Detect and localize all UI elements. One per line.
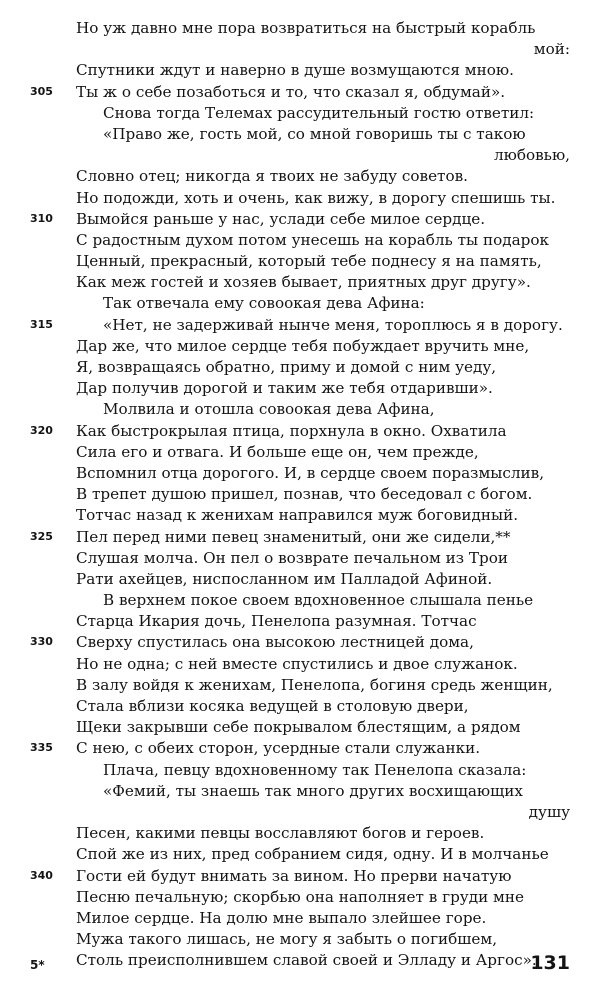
verse-text: Словно отец; никогда я твоих не забуду советов.: [76, 167, 468, 186]
verse-text: С нею, с обеих сторон, усердные стали служанки.: [76, 739, 481, 758]
verse-line: [0, 654, 600, 675]
verse-line: [0, 357, 600, 378]
verse-text: Ценный, прекрасный, который тебе поднесу я на память,: [76, 252, 542, 271]
verse-text: В трепет душою пришел, познав, что беседовал с богом.: [76, 485, 533, 504]
verse-line: [0, 336, 600, 357]
verse-line: [0, 929, 600, 950]
verse-text: «Фемий, ты знаешь так много других восхищающих: [103, 781, 523, 800]
verse-line: [0, 760, 600, 781]
verse-text: мой:: [533, 40, 570, 59]
verse-line: [0, 505, 600, 526]
verse-line: [0, 527, 600, 548]
line-number: 320: [30, 423, 53, 437]
verse-line: [0, 866, 600, 887]
line-number: 330: [30, 635, 53, 649]
verse-text: Но уж давно мне пора возвратиться на быстрый корабль: [76, 19, 536, 37]
line-number: 335: [30, 741, 53, 755]
verse-line: [0, 378, 600, 399]
verse-text: Спой же из них, пред собранием сидя, одну. И в молчанье: [76, 845, 549, 864]
verse-text: Тотчас назад к женихам направился муж боговидный.: [76, 506, 519, 525]
line-number: 305: [30, 84, 53, 98]
verse-text: Молвила и отошла совоокая дева Афина,: [103, 400, 435, 419]
verse-text: Спутники ждут и наверно в душе возмущаются мною.: [76, 61, 514, 80]
verse-text: Щеки закрывши себе покрывалом блестящим, а рядом: [76, 718, 521, 737]
verse-text: Сила его и отвага. И больше еще он, чем прежде,: [76, 442, 479, 461]
verse-line: [0, 18, 600, 39]
verse-line: [0, 950, 600, 971]
verse-text: Старца Икария дочь, Пенелопа разумная. Тотчас: [76, 612, 477, 631]
verse-text: «Право же, гость мой, со мной говоришь ты с такою: [103, 124, 526, 143]
verse-line: [0, 39, 600, 60]
verse-text: Дар же, что милое сердце тебя побуждает вручить мне,: [76, 336, 530, 355]
verse-line: [0, 421, 600, 442]
verse-text: Слушая молча. Он пел о возврате печальном из Трои: [76, 548, 509, 567]
verse-text: Но подожди, хоть и очень, как вижу, в дорогу спешишь ты.: [76, 188, 556, 207]
verse-text: Песен, какими певцы восславляют богов и героев.: [76, 824, 485, 843]
line-number: 325: [30, 529, 53, 543]
verse-line: [0, 82, 600, 103]
verse-text: «Нет, не задерживай нынче меня, тороплюсь я в дорогу.: [103, 315, 563, 334]
verse-text: Ты ж о себе позаботься и то, что сказал я, обдумай».: [76, 82, 506, 101]
verse-text: Гости ей будут внимать за вином. Но прерви начатую: [76, 866, 512, 885]
verse-text: Плача, певцу вдохновенному так Пенелопа сказала:: [103, 760, 527, 779]
verse-line: [0, 908, 600, 929]
verse-line: [0, 463, 600, 484]
verse-text: Рати ахейцев, ниспосланном им Палладой Афиной.: [76, 569, 493, 588]
verse-text: Так отвечала ему совоокая дева Афина:: [103, 294, 425, 313]
verse-text: Сверху спустилась она высокою лестницей дома,: [76, 633, 474, 652]
verse-text: Я, возвращаясь обратно, приму и домой с ним уеду,: [76, 358, 497, 376]
verse-text: Вспомнил отца дорогого. И, в сердце своем поразмыслив,: [76, 463, 545, 482]
verse-line: [0, 484, 600, 505]
verse-line: [0, 611, 600, 632]
verse-line: [0, 590, 600, 611]
verse-line: [0, 399, 600, 420]
verse-line: [0, 781, 600, 802]
verse-line: [0, 738, 600, 759]
verse-line: [0, 293, 600, 314]
verse-line: [0, 442, 600, 463]
verse-text: Дар получив дорогой и таким же тебя отдаривши».: [76, 379, 493, 398]
verse-text: Песню печальную; скорбью она наполняет в груди мне: [76, 887, 524, 906]
verse-line: [0, 569, 600, 590]
verse-line: [0, 188, 600, 209]
verse-line: [0, 145, 600, 166]
printer-signature-mark: 5*: [30, 958, 45, 972]
verse-line: [0, 124, 600, 145]
verse-text: В залу войдя к женихам, Пенелопа, богиня средь женщин,: [76, 675, 553, 694]
poem-text: [0, 18, 600, 971]
verse-line: [0, 675, 600, 696]
verse-line: [0, 209, 600, 230]
line-number: 315: [30, 317, 53, 331]
line-number: 310: [30, 211, 53, 225]
verse-line: [0, 823, 600, 844]
verse-line: [0, 230, 600, 251]
verse-text: Стала вблизи косяка ведущей в столовую двери,: [76, 697, 469, 715]
verse-line: [0, 844, 600, 865]
verse-line: [0, 696, 600, 717]
page-number: 131: [530, 952, 570, 974]
verse-line: [0, 103, 600, 124]
verse-line: [0, 272, 600, 293]
verse-line: [0, 632, 600, 653]
verse-text: В верхнем покое своем вдохновенное слышала пенье: [103, 591, 534, 610]
verse-text: любовью,: [493, 146, 570, 165]
verse-text: Но не одна; с ней вместе спустились и двое служанок.: [76, 654, 518, 673]
verse-text: душу: [528, 802, 570, 821]
verse-line: [0, 548, 600, 569]
verse-text: Снова тогда Телемах рассудительный гостю ответил:: [103, 103, 535, 122]
verse-text: Милое сердце. На долю мне выпало злейшее горе.: [76, 908, 487, 927]
verse-line: [0, 60, 600, 81]
line-number: 340: [30, 868, 53, 882]
verse-text: Пел перед ними певец знаменитый, они же сидели,**: [76, 527, 511, 546]
verse-text: Вымойся раньше у нас, услади себе милое сердце.: [76, 209, 486, 228]
verse-line: [0, 802, 600, 823]
verse-line: [0, 315, 600, 336]
verse-line: [0, 717, 600, 738]
verse-line: [0, 166, 600, 187]
verse-text: Мужа такого лишась, не могу я забыть о погибшем,: [76, 930, 498, 949]
verse-line: [0, 887, 600, 908]
verse-line: [0, 251, 600, 272]
verse-text: Столь преисполнившем славой своей и Элладу и Аргос».: [76, 951, 537, 970]
verse-text: С радостным духом потом унесешь на корабль ты подарок: [76, 230, 549, 249]
verse-text: Как быстрокрылая птица, порхнула в окно. Охватила: [76, 421, 507, 440]
verse-text: Как меж гостей и хозяев бывает, приятных друг другу».: [76, 273, 531, 292]
